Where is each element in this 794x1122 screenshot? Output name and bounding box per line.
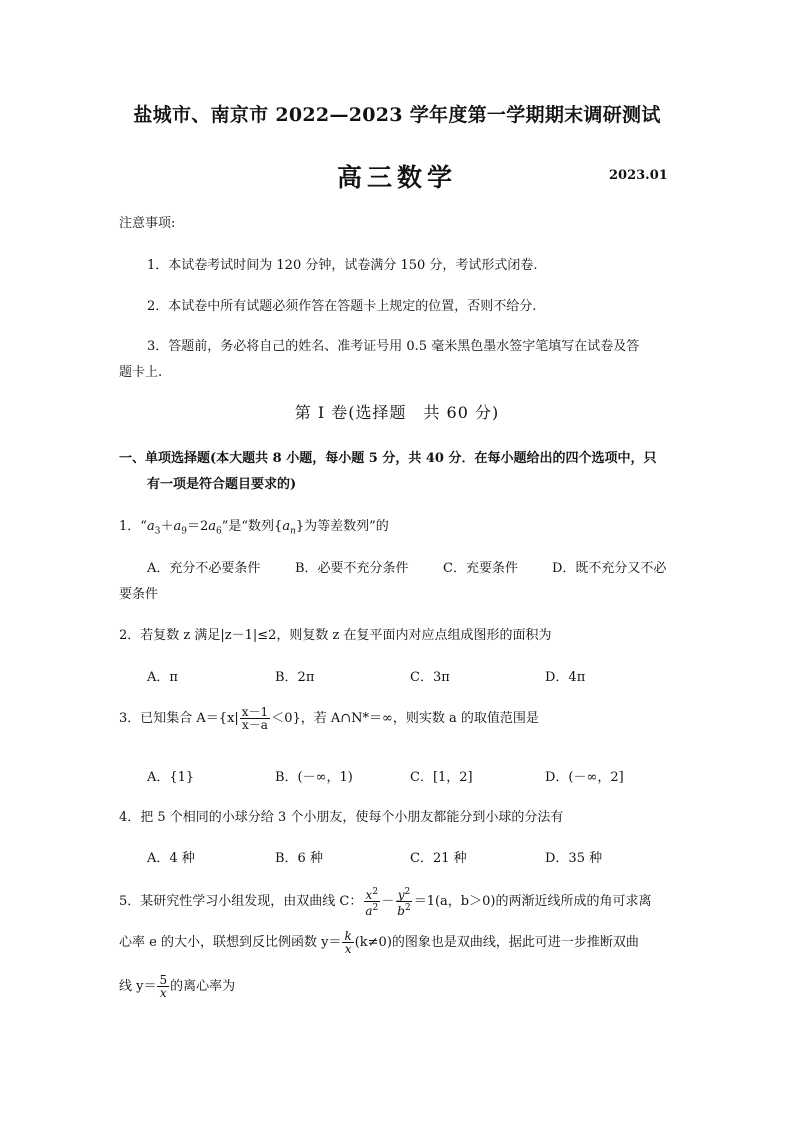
q2-option-b: B．2π [275,670,315,685]
q5-fraction-kx: $\frac{k}{x}$ [344,929,352,956]
q1-option-b: B．必要不充分条件 [295,561,409,576]
q3-option-a: A．{1} [147,770,195,785]
q3-stem-post: ＜0}，若 A∩N*＝∞，则实数 a 的取值范围是 [271,711,539,726]
q5-fraction-x: $\frac{x^2}{a^2}$ [365,887,379,918]
part1-instruction-line2: 有一项是符合题目要求的) [147,477,297,492]
q5-line3-pre: 线 y＝ [119,979,157,994]
q3-option-d: D．(－∞，2] [545,770,624,785]
q3-stem-pre: 3．已知集合 A＝{x| [119,711,239,726]
q5-line2-post: (k≠0)的图象也是双曲线，据此可进一步推断双曲 [354,935,639,950]
question-5-line2 [119,930,639,955]
q1-stem-post: ”是“数列{ [221,519,283,534]
q1-option-c: C．充要条件 [443,561,518,576]
q3-option-c: C．[1，2] [410,770,473,785]
q4-option-c: C．21 种 [410,851,467,866]
question-5-line3 [119,974,235,999]
q5-line2-pre: 心率 e 的大小，联想到反比例函数 y＝ [119,935,342,950]
q4-option-a: A．4 种 [147,851,195,866]
q3-fraction-denominator: x－a [242,718,268,732]
subject-title: 高三数学 [336,163,457,192]
notice-item-2: 2．本试卷中所有试题必须作答在答题卡上规定的位置，否则不给分. [147,299,537,314]
notice-item-3-wrap: 题卡上. [119,365,163,380]
q3-option-b: B．(－∞，1) [275,770,353,785]
question-3-stem [119,706,539,731]
q5-fraction-5x: $\frac{5}{x}$ [159,973,168,1000]
notice-item-3: 3．答题前，务必将自己的姓名、准考证号用 0.5 毫米黑色墨水签字笔填写在试卷及答 [147,339,640,354]
q5-line3-post: 的离心率为 [170,979,236,994]
section-title: 第 Ⅰ 卷(选择题 共 60 分) [294,403,500,422]
q5-fraction-y: $\frac{y^2}{b^2}$ [397,887,411,918]
q1-stem-pre: “ [140,519,147,534]
q2-option-a: A．π [147,670,178,685]
q1-option-d-wrap: 要条件 [119,587,159,602]
q1-stem-end: }为等差数列”的 [295,519,389,534]
question-2-stem: 2．若复数 z 满足|z－1|≤2，则复数 z 在复平面内对应点组成图形的面积为 [119,628,552,643]
exam-date: 2023.01 [609,168,668,183]
q4-option-b: B．6 种 [275,851,323,866]
q5-line1-post: ＝1(a，b＞0)的两渐近线所成的角可求离 [413,894,652,909]
part1-instruction-line1: 一、单项选择题(本大题共 8 小题，每小题 5 分，共 40 分．在每小题给出的四个选项中，只 [119,451,657,466]
question-1-stem: 1．“$a_3+a_9=2a_6$”是“数列$\{a_n\}$为等差数列”的 [119,519,389,537]
q4-option-d: D．35 种 [545,851,603,866]
q1-number: 1． [119,519,141,534]
q5-line1-pre: 5．某研究性学习小组发现，由双曲线 C： [119,894,363,909]
q2-option-d: D．4π [545,670,586,685]
question-4-stem: 4．把 5 个相同的小球分给 3 个小朋友，使每个小朋友都能分到小球的分法有 [119,810,564,825]
q3-fraction-numerator: x－1 [241,705,269,719]
q1-option-a: A．充分不必要条件 [147,561,261,576]
notice-heading: 注意事项: [119,216,176,231]
q2-option-c: C．3π [410,670,450,685]
question-5-line1: 5．某研究性学习小组发现，由双曲线 C： $\frac{x^2}{a^2}$ － $\frac{y^2}{b^2}$ ＝1(a，b＞0)的两渐近线所成的角可求离 [119,887,652,918]
notice-item-1: 1．本试卷考试时间为 120 分钟，试卷满分 150 分，考试形式闭卷. [147,258,538,273]
exam-title: 盐城市、南京市 2022—2023 学年度第一学期期末调研测试 [133,104,661,126]
q3-fraction [240,706,270,731]
q1-option-d: D．既不充分又不必 [552,561,667,576]
